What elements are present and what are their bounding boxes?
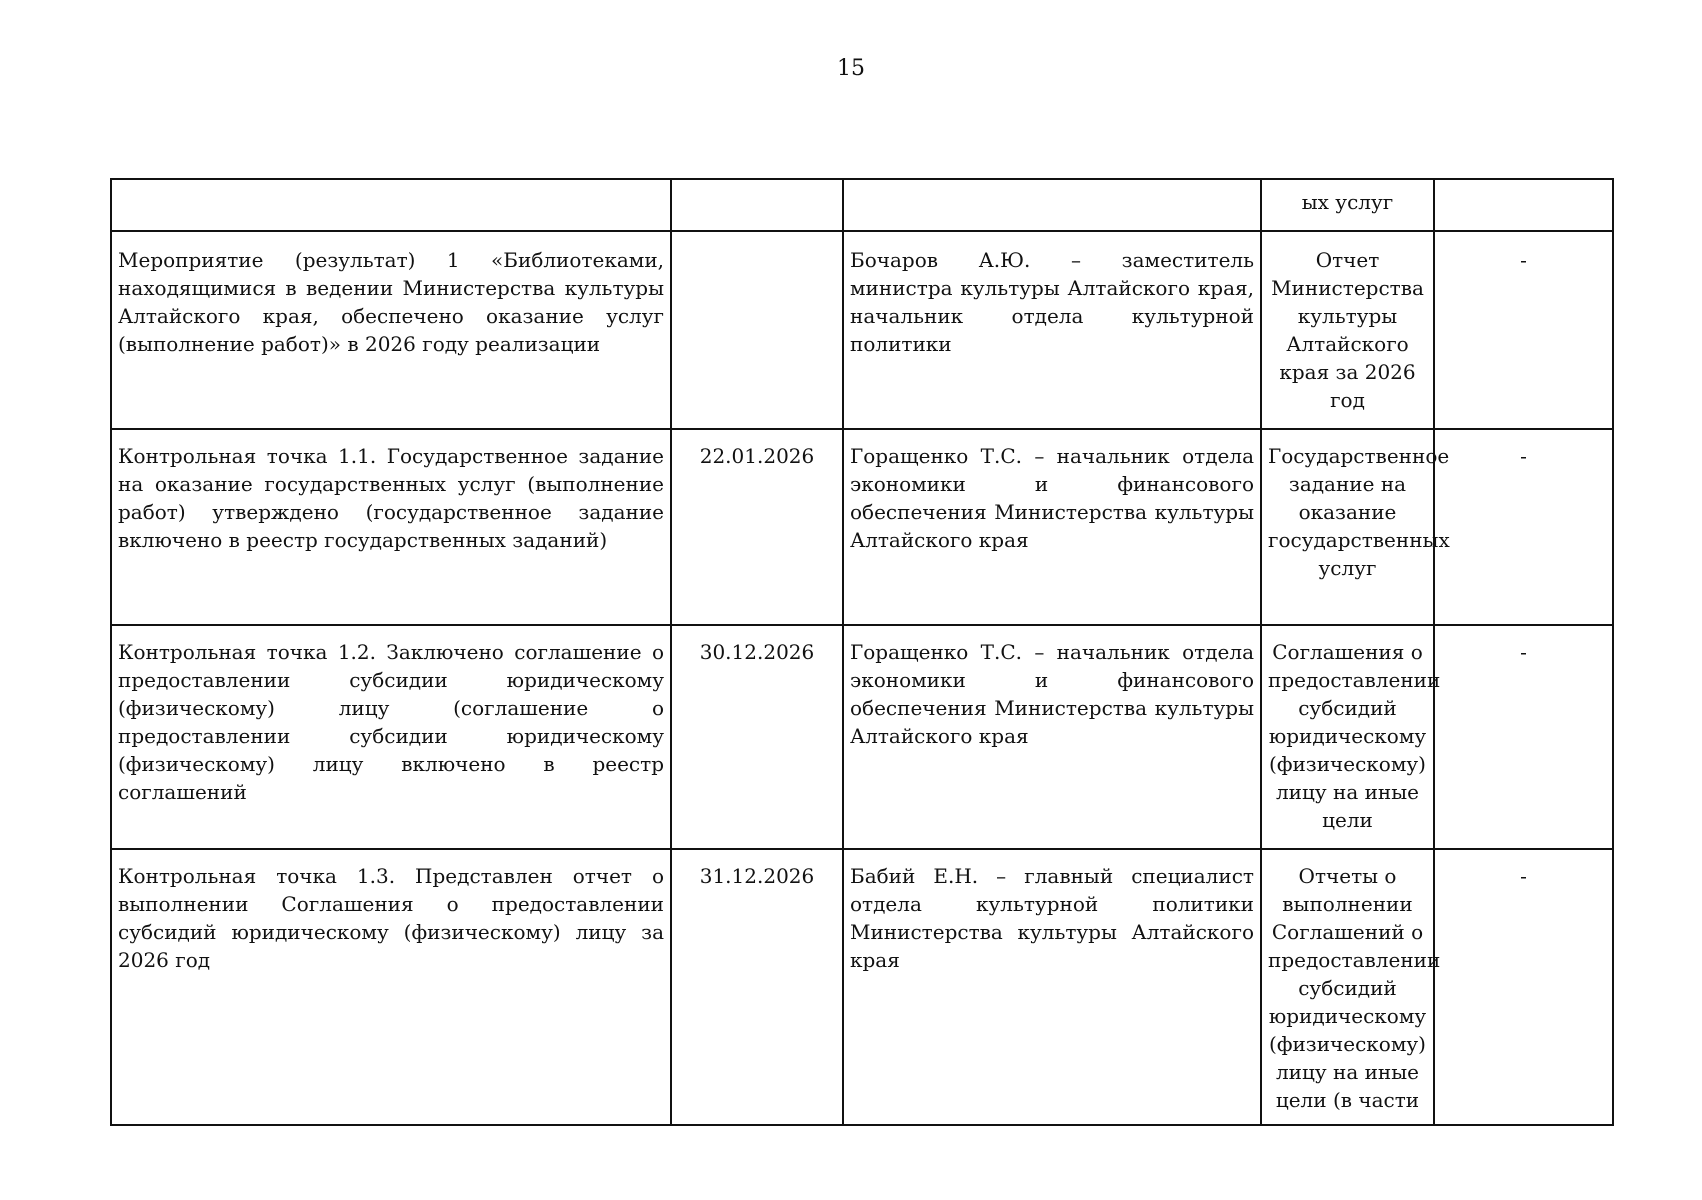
cell-description: Контрольная точка 1.3. Представлен отчет о выполнении Соглашения о предоставлении субсидий юридическому (физическому) лицу за 2026 год [111,849,671,1125]
table-row [111,179,1613,231]
cell-date: 31.12.2026 [671,849,843,1125]
cell-date [671,179,843,231]
cell-mark: - [1434,231,1613,429]
cell-responsible: Горащенко Т.С. – начальник отдела экономики и финансового обеспечения Министерства культуры Алтайского края [843,429,1261,625]
cell-document: Отчеты о выполнении Соглашений о предоставлении субсидий юридическому (физическому) лицу на иные цели (в части [1261,849,1434,1125]
cell-responsible: Бочаров А.Ю. – заместитель министра культуры Алтайского края, начальник отдела культурной политики [843,231,1261,429]
cell-date: 30.12.2026 [671,625,843,849]
cell-document: Соглашения о предоставлении субсидий юридическому (физическому) лицу на иные цели [1261,625,1434,849]
page-number: 15 [837,56,865,81]
cell-document: Отчет Министерства культуры Алтайского края за 2026 год [1261,231,1434,429]
table-row [111,429,1613,625]
cell-document: ых услуг [1261,179,1434,231]
cell-date: 22.01.2026 [671,429,843,625]
cell-mark: - [1434,625,1613,849]
cell-mark: - [1434,849,1613,1125]
table-row [111,625,1613,849]
cell-date [671,231,843,429]
cell-mark: - [1434,429,1613,625]
cell-description: Контрольная точка 1.2. Заключено соглашение о предоставлении субсидии юридическому (физическому) лицу (соглашение о предоставлении субсидии юридическому (физическому) лицу включено в реестр соглашений [111,625,671,849]
table-row [111,231,1613,429]
cell-mark [1434,179,1613,231]
table-row [111,849,1613,1125]
cell-description [111,179,671,231]
cell-document: Государственное задание на оказание государственных услуг [1261,429,1434,625]
plan-table [110,178,1614,1126]
cell-responsible [843,179,1261,231]
cell-responsible: Горащенко Т.С. – начальник отдела экономики и финансового обеспечения Министерства культуры Алтайского края [843,625,1261,849]
cell-description: Контрольная точка 1.1. Государственное задание на оказание государственных услуг (выполнение работ) утверждено (государственное задание включено в реестр государственных заданий) [111,429,671,625]
cell-description: Мероприятие (результат) 1 «Библиотеками, находящимися в ведении Министерства культуры Алтайского края, обеспечено оказание услуг (выполнение работ)» в 2026 году реализации [111,231,671,429]
cell-responsible: Бабий Е.Н. – главный специалист отдела культурной политики Министерства культуры Алтайского края [843,849,1261,1125]
